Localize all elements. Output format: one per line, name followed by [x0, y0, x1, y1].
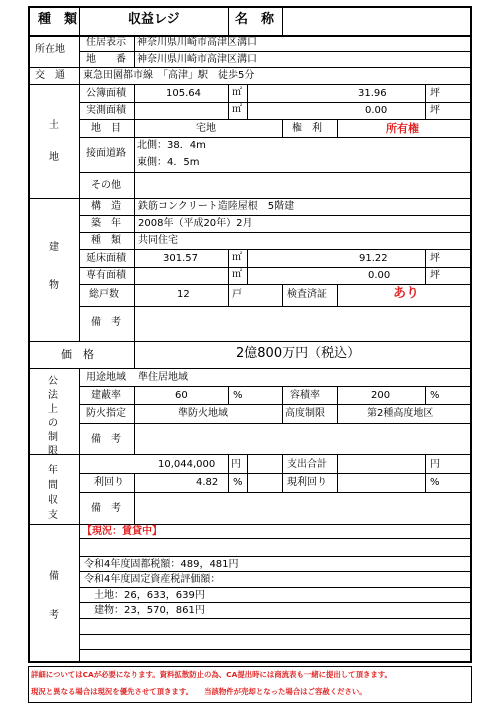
legal-label-char: 法 — [48, 390, 58, 401]
exclusive-area-unit-tsubo: 坪 — [430, 270, 440, 281]
price-value: 2億800万円（税込） — [236, 346, 361, 361]
yield-label: 利回り — [94, 477, 124, 488]
legal-label-char: 限 — [48, 446, 58, 457]
residence-value: 神奈川県川崎市高津区溝口 — [137, 37, 257, 48]
coverage-unit: % — [233, 390, 243, 401]
built-value: 2008年（平成20年）2月 — [138, 218, 253, 229]
registry-area-m2: 105.64 — [166, 88, 201, 99]
building-label-1: 建 — [49, 242, 59, 253]
measured-area-unit-tsubo: 坪 — [430, 105, 440, 116]
current-yield-label: 現利回り — [287, 477, 327, 488]
fire-value: 準防火地域 — [178, 408, 228, 419]
land-other-label: その他 — [91, 180, 121, 191]
structure-value: 鉄筋コンクリート造陸屋根 5階建 — [138, 201, 295, 212]
rights-value: 所有権 — [386, 122, 419, 135]
road-north: 北側：38．4m — [137, 140, 206, 151]
land-label-2: 地 — [49, 152, 59, 163]
units-value: 12 — [177, 289, 190, 300]
registry-area-unit-m2: ㎡ — [232, 87, 242, 98]
remarks-line: 建物：23，570，861円 — [84, 605, 205, 616]
income-label-char: 間 — [48, 480, 58, 491]
floor-area-tsubo: 91.22 — [359, 253, 388, 264]
structure-label: 構 造 — [91, 201, 121, 212]
units-unit: 戸 — [232, 289, 242, 300]
expenses-unit: 円 — [430, 459, 440, 470]
disclaimer-line-2: 現況と異なる場合は現況を優先させて頂きます。 当該物件が売却となった場合はご容赦ください。 — [31, 687, 367, 696]
land-category-value: 宅地 — [196, 123, 216, 134]
land-category-label: 地 目 — [91, 123, 121, 134]
kind-label: 種 類 — [91, 235, 121, 246]
road-east: 東側：4．5m — [137, 157, 200, 168]
legal-remarks-label: 備 考 — [91, 434, 121, 445]
location-label: 所在地 — [35, 44, 65, 55]
rental-status: 【現況：賃貸中】 — [82, 526, 162, 537]
inspection-value: あり — [393, 286, 420, 301]
annual-income-value: 10,044,000 — [158, 459, 216, 470]
coverage-label: 建蔽率 — [91, 390, 121, 401]
land-label-1: 土 — [49, 120, 59, 131]
yield-unit: % — [233, 477, 243, 488]
legal-label-char: 上 — [48, 404, 58, 415]
kind-value: 共同住宅 — [138, 235, 178, 246]
built-label: 築 年 — [91, 218, 121, 229]
remarks-line: 土地：26，633，639円 — [84, 590, 205, 601]
remarks-label-2: 考 — [49, 610, 59, 621]
lot-value: 神奈川県川崎市高津区溝口 — [137, 54, 257, 65]
legal-label-char: 制 — [48, 432, 58, 443]
far-value: 200 — [371, 390, 391, 401]
registry-area-label: 公簿面積 — [86, 88, 126, 99]
price-label: 価 格 — [61, 348, 94, 361]
exclusive-area-tsubo: 0.00 — [368, 270, 391, 281]
zoning-label: 用途地域 — [86, 372, 126, 383]
fire-label: 防火指定 — [86, 408, 126, 419]
type-label: 種 類 — [38, 12, 78, 27]
measured-area-unit-m2: ㎡ — [232, 104, 242, 115]
measured-area-tsubo: 0.00 — [365, 105, 388, 116]
road-label: 接面道路 — [86, 148, 126, 159]
income-label-char: 支 — [48, 510, 58, 521]
disclaimer-line-1: 詳細についてはCAが必要になります。資料拡散防止の為、CA提出時には商流表も一緒に提出して頂きます。 — [31, 670, 392, 679]
rights-label: 権 利 — [292, 123, 322, 134]
remarks-label-1: 備 — [49, 571, 59, 582]
traffic-label: 交 通 — [35, 70, 65, 81]
lot-label: 地 番 — [86, 54, 126, 65]
current-yield-unit: % — [430, 477, 440, 488]
legal-label-char: の — [48, 418, 58, 429]
traffic-value: 東急田園都市線 「高津」駅 徒歩5分 — [83, 70, 255, 81]
coverage-value: 60 — [175, 390, 188, 401]
yield-value: 4.82 — [196, 477, 219, 488]
floor-area-unit-m2: ㎡ — [232, 252, 242, 263]
remarks-line: 令和4年度固都税額：489，481円 — [84, 559, 239, 570]
name-label: 名 称 — [235, 12, 275, 27]
far-unit: % — [430, 390, 440, 401]
residence-label: 住居表示 — [86, 37, 126, 48]
income-label-char: 年 — [48, 465, 58, 476]
income-label-char: 収 — [48, 495, 58, 506]
type-value: 収益レジ — [128, 12, 180, 27]
annual-income-unit: 円 — [231, 459, 241, 470]
registry-area-unit-tsubo: 坪 — [430, 88, 440, 99]
building-remarks-label: 備 考 — [91, 317, 121, 328]
inspection-label: 検査済証 — [287, 289, 327, 300]
floor-area-m2: 301.57 — [163, 253, 198, 264]
measured-area-label: 実測面積 — [86, 105, 126, 116]
exclusive-area-unit-m2: ㎡ — [232, 269, 242, 280]
floor-area-unit-tsubo: 坪 — [430, 253, 440, 264]
far-label: 容積率 — [290, 390, 320, 401]
height-value: 第2種高度地区 — [367, 408, 434, 419]
floor-area-label: 延床面積 — [86, 253, 126, 264]
units-label: 総戸数 — [89, 289, 119, 300]
registry-area-tsubo: 31.96 — [358, 88, 387, 99]
income-remarks-label: 備 考 — [91, 503, 121, 514]
zoning-value: 準住居地域 — [138, 372, 188, 383]
building-label-2: 物 — [49, 280, 59, 291]
exclusive-area-label: 専有面積 — [86, 270, 126, 281]
height-label: 高度制限 — [285, 408, 325, 419]
expenses-label: 支出合計 — [287, 459, 327, 470]
remarks-line: 令和4年度固定資産税評価額： — [84, 574, 221, 585]
legal-label-char: 公 — [48, 376, 58, 387]
